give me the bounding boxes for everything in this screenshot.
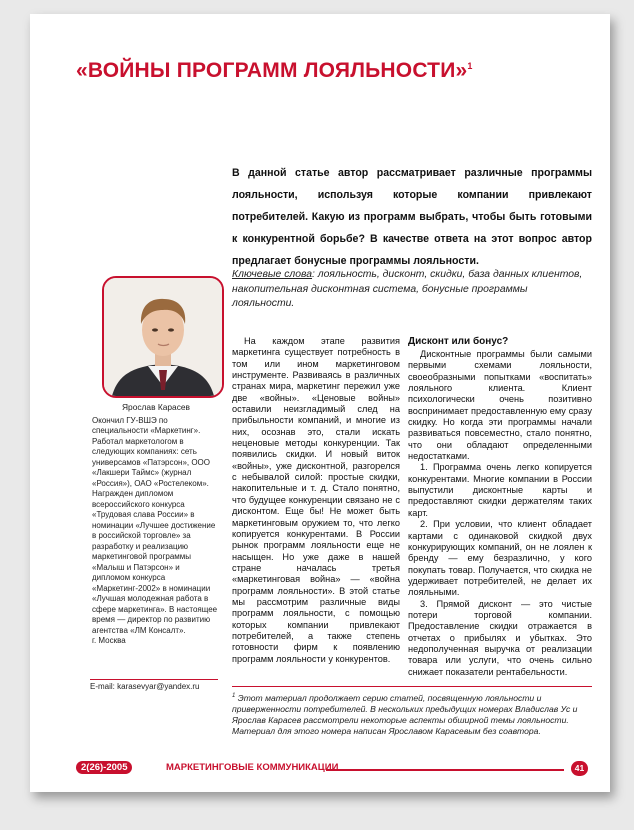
footnote-mark: 1 <box>232 693 236 699</box>
footnote-text: Этот материал продолжает серию статей, посвященную лояльности и приверженности потребителей. В нескольких предыдущих номерах Владислав Ус и Ярослав Карасев рассмотрели некоторые аспекты обширной темы лояльности. Материал для этого номера написан Ярославом Карасевым без соавтора. <box>232 692 578 737</box>
section-heading: Дисконт или бонус? <box>408 336 509 347</box>
footer-rule <box>326 769 564 771</box>
author-email: E-mail: karasevyar@yandex.ru <box>90 682 200 691</box>
author-bio: Окончил ГУ-ВШЭ по специальности «Маркетинг». Работал маркетологом в следующих компаниях: сеть универсамов «Патэрсон», ООО «Лакшери Таймс» (журнал «Россия»), ОАО «Ростелеком». Награжден дипломом всероссийского конкурса «Трудовая слава России» в номинации «Лучшее достижение в российской торговле» за разработку и реализацию маркетинговой программы «Малыш и Патэрсон» и дипломом конкурса «Маркетинг-2002» в номинации «Лучшая молодежная работа в сфере маркетинга». В настоящее время — директор по развитию агентства «ЛМ Консалт». <box>92 415 218 635</box>
footnote <box>232 691 592 738</box>
column2-paragraph-1: Дисконтные программы были самыми первыми схемами лояльности, своеобразными попытками «воспитать» лояльного клиента. Клиент психологически очень позитивно воспринимает предоставленную ему сразу скидку. Но когда эти программы начали развиваться повсеместно, стало понятно, что они обладают определенными недостатками. <box>408 349 592 462</box>
article-title <box>76 59 473 83</box>
magazine-page <box>30 14 610 792</box>
column2-paragraph-4: 3. Прямой дисконт — это чистые потери торговой компании. Предоставление скидки отражается в отчетах о прибылях и убытках. Это недополученная выручка от реализации товара или услуги, что очень сильно снижает показатели рентабельности. <box>408 598 592 677</box>
author-city: г. Москва <box>92 636 126 645</box>
keywords-text: : лояльность, дисконт, скидки, база данных клиентов, накопительная дисконтная система, бонусные программы лояльности. <box>232 269 583 309</box>
keywords <box>232 268 592 312</box>
column2-paragraph-3: 2. При условии, что клиент обладает картами с одинаковой скидкой двух конкурирующих компаний, он не лоялен к бренду — ему безразлично, у кого покупать товар. Получается, что скидка не удерживает потребителей, не делает их лояльными. <box>408 519 592 598</box>
lead-paragraph: В данной статье автор рассматривает различные программы лояльности, используя которые компании привлекают потребителей. Какую из программ выбрать, чтобы быть готовыми к конкурентной борьбе? В качестве ответа на этот вопрос автор предлагает бонусные программы лояльности. <box>232 167 592 267</box>
title-text: «ВОЙНЫ ПРОГРАММ ЛОЯЛЬНОСТИ» <box>76 59 468 82</box>
page-number: 41 <box>571 761 588 776</box>
issue-badge: 2(26)-2005 <box>76 761 132 774</box>
author-name: Ярослав Карасев <box>121 402 191 412</box>
title-footnote-mark: 1 <box>467 61 473 71</box>
author-block <box>92 402 220 647</box>
footnote-divider <box>232 686 592 687</box>
column1-paragraph: На каждом этапе развития маркетинга существует потребность в том или ином маркетинговом инструменте. Развиваясь в различных странах мира, маркетинг пережил уже две «войны». «Ценовые войны» оставили неизгладимый след на прибыльности компаний, и многие из них, осознав это, стали искать неценовые методы конкуренции. Так появились скидки. И новый виток «войны», уже дисконтной, разгорелся с небывалой силой: простые скидки, накопительные и т. д. Стало понятно, что будущее конкуренции связано не с дисконтом. Еще бы! Не может быть маркетинговым оружием то, что легко копируется конкурентами. В России рынок программ лояльности еще не насыщен. Но уже даже в нашей стране началась третья «маркетинговая война» — «война программ лояльности». В этой статье мы рассмотрим различные виды программ лояльности, с помощью которых компании привлекают потребителей, а также степень готовности фирм к появлению программ лояльности у конкурентов. <box>232 336 400 664</box>
author-portrait-image <box>104 278 222 396</box>
journal-name: МАРКЕТИНГОВЫЕ КОММУНИКАЦИИ <box>166 762 339 773</box>
keywords-label: Ключевые слова <box>232 269 313 280</box>
email-divider <box>90 679 218 680</box>
author-photo <box>102 276 224 398</box>
text-column-1 <box>232 336 400 665</box>
page-footer <box>76 759 596 777</box>
text-column-2 <box>408 336 592 678</box>
column2-paragraph-2: 1. Программа очень легко копируется конкурентами. Многие компании в России выпустили дисконтные карты и предоставляют скидки держателям таких карт. <box>408 462 592 518</box>
